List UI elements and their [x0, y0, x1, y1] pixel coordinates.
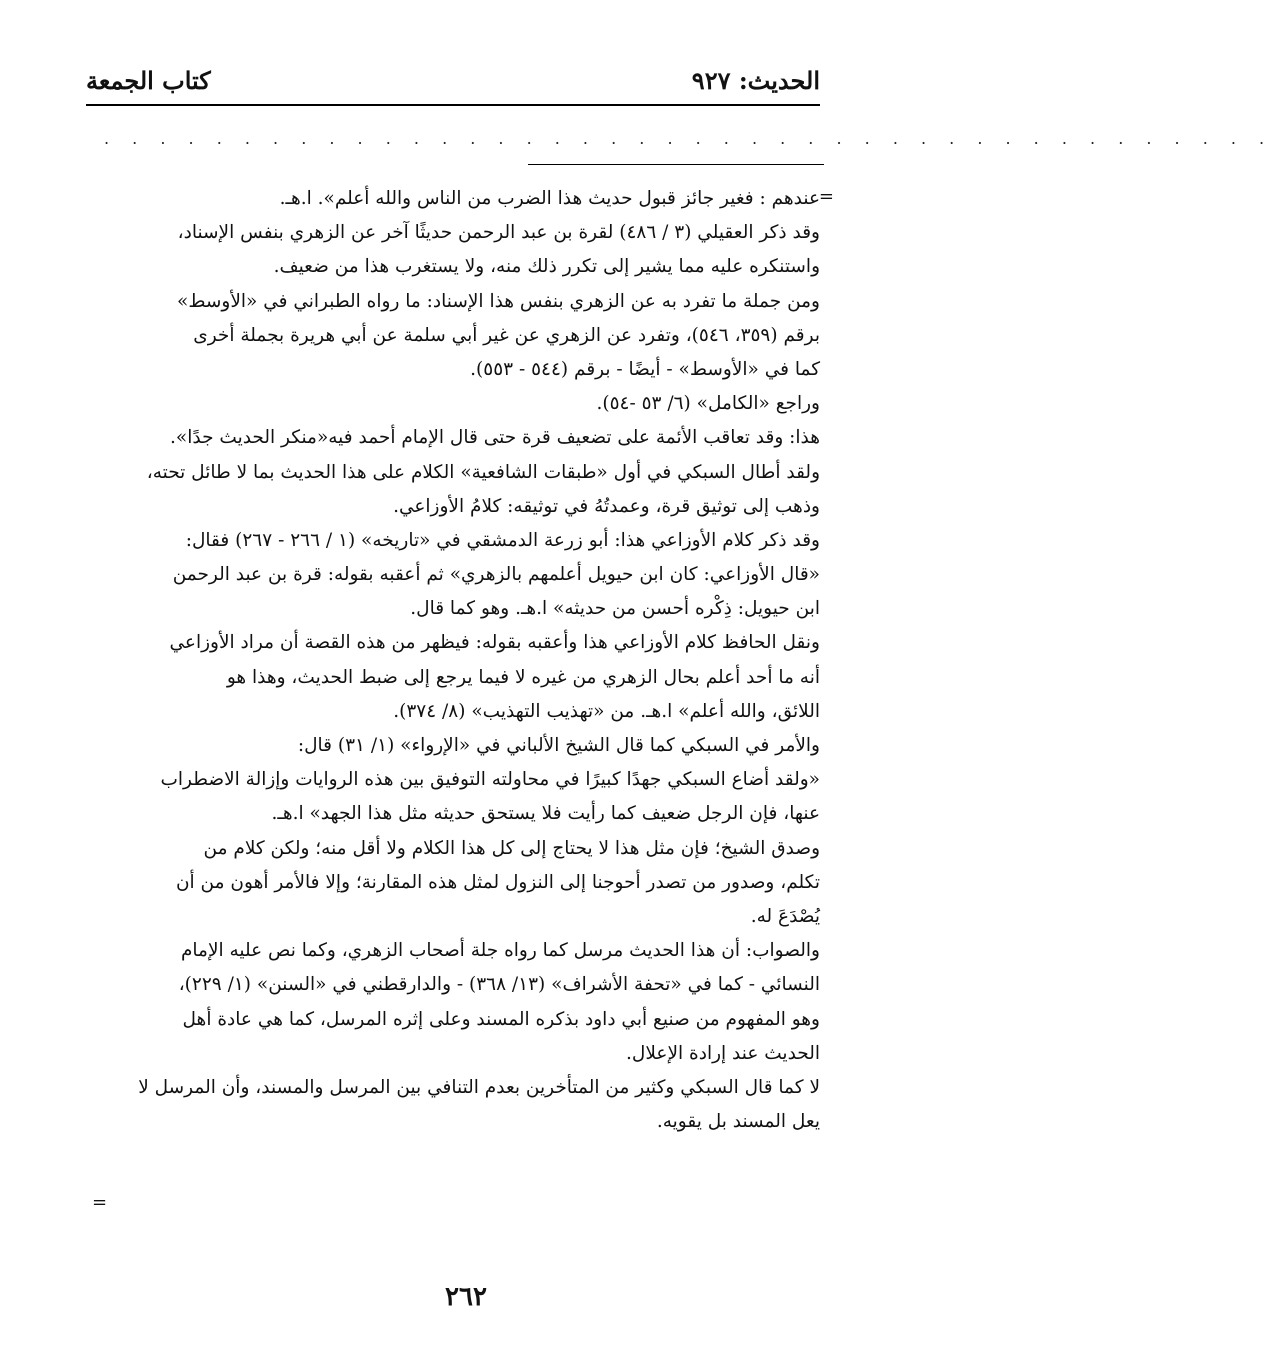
text-line: وصدق الشيخ؛ فإن مثل هذا لا يحتاج إلى كل هذا الكلام ولا أقل منه؛ ولكن كلام من	[203, 837, 820, 859]
text-line: برقم (٣٥٩، ٥٤٦)، وتفرد عن الزهري عن غير أبي سلمة عن أبي هريرة بجملة أخرى	[193, 324, 820, 346]
text-line: والصواب: أن هذا الحديث مرسل كما رواه جلة أصحاب الزهري، وكما نص عليه الإمام	[180, 940, 820, 962]
text-line: وهو المفهوم من صنيع أبي داود بذكره المسند وعلى إثره المرسل، كما هي عادة أهل	[182, 1008, 820, 1030]
text-line: عندهم : فغير جائز قبول حديث هذا الضرب من الناس والله أعلم». ا.هـ.	[279, 188, 820, 209]
page-header	[86, 66, 820, 100]
text-line: ولقد أطال السبكي في أول «طبقات الشافعية» الكلام على هذا الحديث بما لا طائل تحته،	[146, 461, 820, 483]
text-line: تكلم، وصدور من تصدر أحوجنا إلى النزول لمثل هذه المقارنة؛ وإلا فالأمر أهون من أن	[175, 871, 820, 893]
continuation-mark-end: =	[92, 1192, 108, 1213]
text-line: وقد ذكر كلام الأوزاعي هذا: أبو زرعة الدمشقي في «تاريخه» (١ / ٢٦٦ - ٢٦٧) فقال:	[185, 529, 820, 551]
text-line: والأمر في السبكي كما قال الشيخ الألباني في «الإرواء» (١/ ٣١) قال:	[297, 735, 820, 756]
text-line: الحديث عند إرادة الإعلال.	[626, 1042, 820, 1064]
page-number: ٢٦٢	[445, 1282, 487, 1312]
text-line: ونقل الحافظ كلام الأوزاعي هذا وأعقبه بقوله: فيظهر من هذه القصة أن مراد الأوزاعي	[169, 632, 820, 654]
text-line: لا كما قال السبكي وكثير من المتأخرين بعدم التنافي بين المرسل والمسند، وأن المرسل لا	[138, 1076, 820, 1098]
footnote-rule	[528, 164, 824, 165]
footnote-body	[92, 182, 820, 1139]
header-rule	[86, 104, 820, 106]
text-line: النسائي - كما في «تحفة الأشراف» (١٣/ ٣٦٨) - والدارقطني في «السنن» (١/ ٢٢٩)،	[178, 974, 820, 996]
text-line: كما في «الأوسط» - أيضًا - برقم (٥٤٤ - ٥٥٣).	[470, 358, 820, 380]
text-line: «ولقد أضاع السبكي جهدًا كبيرًا في محاولته التوفيق بين هذه الروايات وإزالة الاضطراب	[160, 769, 820, 791]
text-line: واستنكره عليه مما يشير إلى تكرر ذلك منه، ولا يستغرب هذا من ضعيف.	[273, 256, 820, 278]
text-line: أنه ما أحد أعلم بحال الزهري من غيره لا فيما يرجع إلى ضبط الحديث، وهذا هو	[226, 666, 820, 688]
text-line: وذهب إلى توثيق قرة، وعمدتُهُ في توثيقه: كلامُ الأوزاعي.	[393, 495, 820, 517]
hadith-number-title: الحديث: ٩٢٧	[691, 66, 820, 95]
separator-dots: . . . . . . . . . . . . . . . . . . . . . . . . . . . . . . . . . . . . . . . . . .	[104, 129, 1273, 148]
text-line: وقد ذكر العقيلي (٣ / ٤٨٦) لقرة بن عبد الرحمن حديثًا آخر عن الزهري بنفس الإسناد،	[177, 222, 820, 244]
text-line: هذا: وقد تعاقب الأئمة على تضعيف قرة حتى قال الإمام أحمد فيه«منكر الحديث جدًا».	[170, 427, 820, 449]
text-line: وراجع «الكامل» (٦/ ٥٣ -٥٤).	[596, 393, 820, 415]
text-line: ومن جملة ما تفرد به عن الزهري بنفس هذا الإسناد: ما رواه الطبراني في «الأوسط»	[177, 290, 820, 312]
text-line: ابن حيويل: ذِكْره أحسن من حديثه» ا.هـ. وهو كما قال.	[410, 598, 820, 620]
book-title: كتاب الجمعة	[86, 66, 211, 95]
continuation-mark-start: =	[818, 186, 834, 207]
text-line: يعل المسند بل يقويه.	[656, 1111, 820, 1133]
text-line: اللائق، والله أعلم» ا.هـ. من «تهذيب التهذيب» (٨/ ٣٧٤).	[393, 700, 820, 722]
text-line: «قال الأوزاعي: كان ابن حيويل أعلمهم بالزهري» ثم أعقبه بقوله: قرة بن عبد الرحمن	[172, 564, 820, 586]
text-line: يُصْدَعَ له.	[750, 905, 820, 927]
text-line: عنها، فإن الرجل ضعيف كما رأيت فلا يستحق حديثه مثل هذا الجهد» ا.هـ.	[271, 803, 820, 825]
